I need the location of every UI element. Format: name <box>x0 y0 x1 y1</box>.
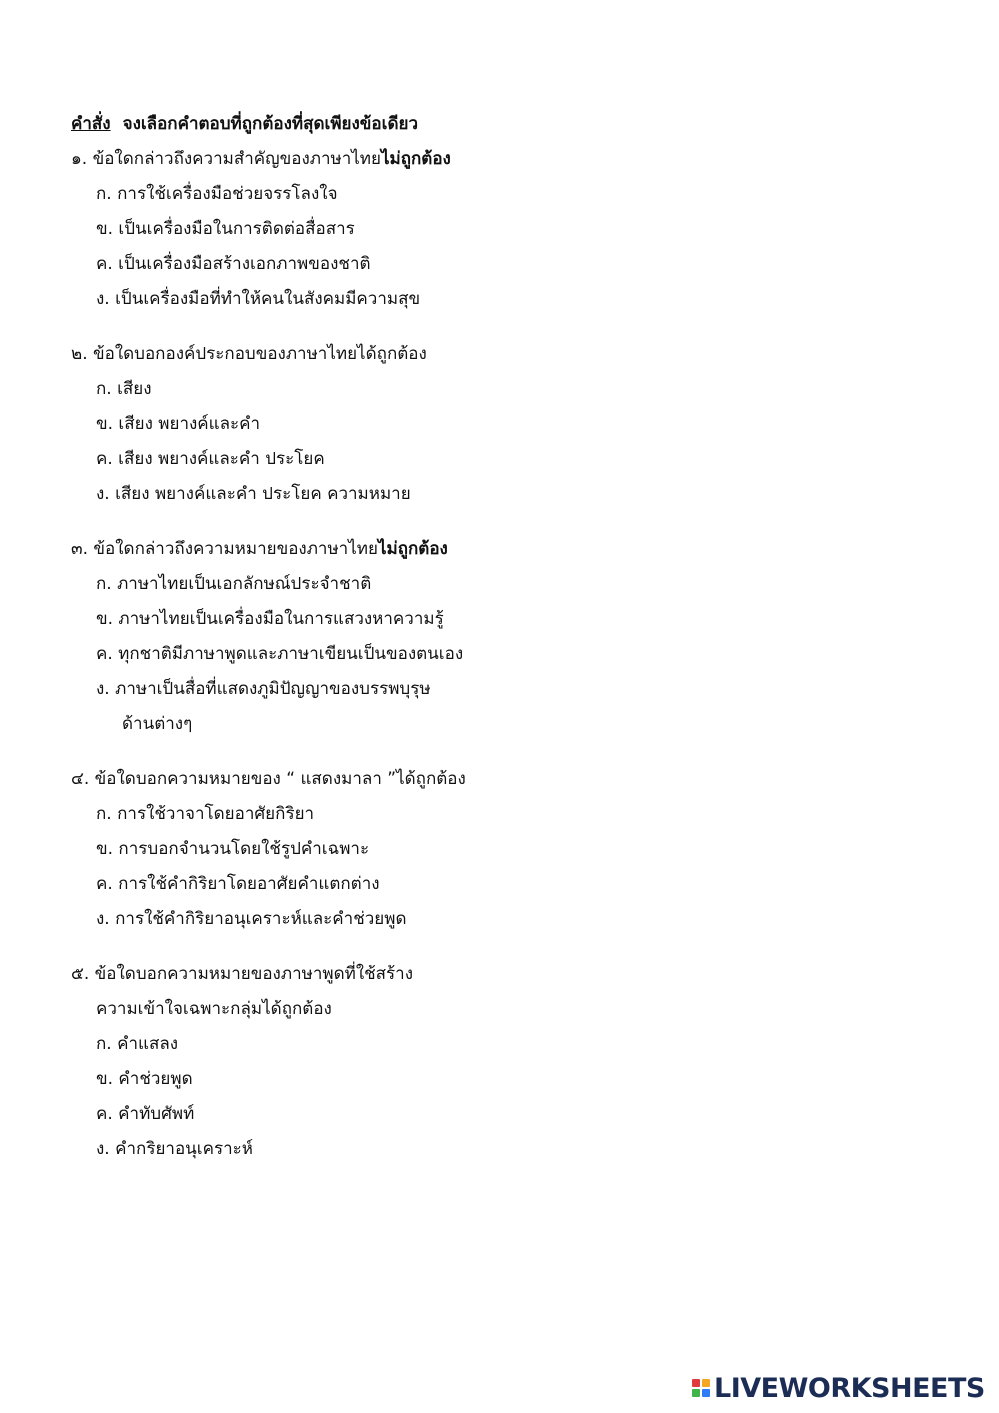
question-2-option-a[interactable]: ก. เสียง <box>96 379 152 399</box>
question-5-stem: ๕. ข้อใดบอกความหมายของภาษาพูดที่ใช้สร้าง <box>71 964 414 984</box>
question-3-option-d[interactable]: ง. ภาษาเป็นสื่อที่แสดงภูมิปัญญาของบรรพบุรุษ <box>96 679 431 699</box>
instruction-text: จงเลือกคำตอบที่ถูกต้องที่สุดเพียงข้อเดียว <box>122 114 418 134</box>
logo-square-3 <box>692 1389 700 1397</box>
question-2-option-b[interactable]: ข. เสียง พยางค์และคำ <box>96 414 261 434</box>
question-3-option-a[interactable]: ก. ภาษาไทยเป็นเอกลักษณ์ประจำชาติ <box>96 574 372 594</box>
question-2-stem: ๒. ข้อใดบอกองค์ประกอบของภาษาไทยได้ถูกต้อง <box>71 344 427 364</box>
liveworksheets-logo-text: LIVEWORKSHEETS <box>714 1372 985 1404</box>
question-5-option-d[interactable]: ง. คำกริยาอนุเคราะห์ <box>96 1139 253 1159</box>
question-3-emphasis: ไม่ถูกต้อง <box>377 539 448 559</box>
liveworksheets-logo-icon <box>692 1379 710 1397</box>
question-3-option-b[interactable]: ข. ภาษาไทยเป็นเครื่องมือในการแสวงหาความรู้ <box>96 609 444 629</box>
question-1-option-b[interactable]: ข. เป็นเครื่องมือในการติดต่อสื่อสาร <box>96 219 355 239</box>
logo-square-4 <box>702 1389 710 1397</box>
question-3-option-d-continued: ด้านต่างๆ <box>122 714 193 734</box>
question-4-stem: ๔. ข้อใดบอกความหมายของ “ แสดงมาลา ”ได้ถูกต้อง <box>71 769 466 789</box>
question-3-stem: ๓. ข้อใดกล่าวถึงความหมายของภาษาไทยไม่ถูกต้อง <box>71 539 448 559</box>
instruction-label: คำสั่ง <box>71 114 111 134</box>
question-4-option-d[interactable]: ง. การใช้คำกิริยาอนุเคราะห์และคำช่วยพูด <box>96 909 407 929</box>
logo-square-1 <box>692 1379 700 1387</box>
question-2-option-c[interactable]: ค. เสียง พยางค์และคำ ประโยค <box>96 449 325 469</box>
question-4-option-b[interactable]: ข. การบอกจำนวนโดยใช้รูปคำเฉพาะ <box>96 839 370 859</box>
question-1-emphasis: ไม่ถูกต้อง <box>380 149 451 169</box>
question-3-option-c[interactable]: ค. ทุกชาติมีภาษาพูดและภาษาเขียนเป็นของตนเอง <box>96 644 464 664</box>
question-5-option-c[interactable]: ค. คำทับศัพท์ <box>96 1104 195 1124</box>
question-5-stem-continued: ความเข้าใจเฉพาะกลุ่มได้ถูกต้อง <box>96 999 332 1019</box>
question-4-option-a[interactable]: ก. การใช้วาจาโดยอาศัยกิริยา <box>96 804 315 824</box>
question-1-stem: ๑. ข้อใดกล่าวถึงความสำคัญของภาษาไทยไม่ถูกต้อง <box>71 149 451 169</box>
question-4-option-c[interactable]: ค. การใช้คำกิริยาโดยอาศัยคำแตกต่าง <box>96 874 380 894</box>
question-1-option-a[interactable]: ก. การใช้เครื่องมือช่วยจรรโลงใจ <box>96 184 338 204</box>
question-1-option-c[interactable]: ค. เป็นเครื่องมือสร้างเอกภาพของชาติ <box>96 254 371 274</box>
question-5-option-a[interactable]: ก. คำแสลง <box>96 1034 179 1054</box>
question-2-option-d[interactable]: ง. เสียง พยางค์และคำ ประโยค ความหมาย <box>96 484 411 504</box>
question-5-option-b[interactable]: ข. คำช่วยพูด <box>96 1069 193 1089</box>
liveworksheets-logo <box>692 1371 985 1405</box>
question-1-option-d[interactable]: ง. เป็นเครื่องมือที่ทำให้คนในสังคมมีความสุข <box>96 289 421 309</box>
logo-square-2 <box>702 1379 710 1387</box>
instruction <box>71 110 418 137</box>
